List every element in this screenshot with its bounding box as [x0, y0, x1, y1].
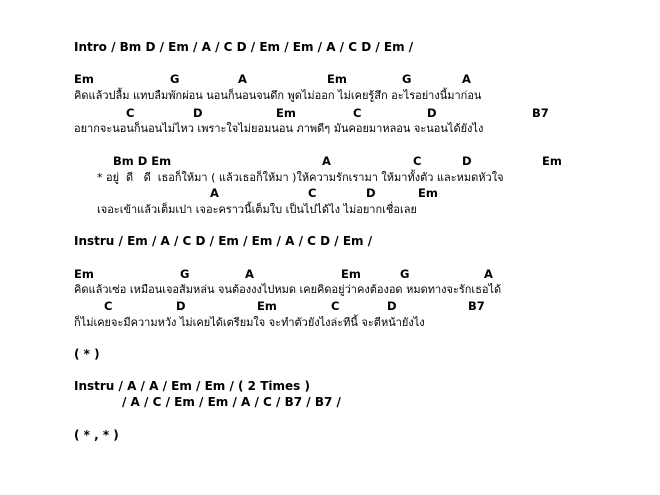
chord: G — [400, 267, 410, 281]
chord: A — [484, 267, 493, 281]
chord: D — [366, 186, 376, 200]
chord: Em — [341, 267, 361, 281]
chord: A — [210, 186, 219, 200]
chorus-lyric-line-1: * อยู่ ดี ดี เธอก็ให้มา ( แล้วเธอก็ให้มา )ให้ความรักเรามา ให้มาทั้งตัว และหมดหัวใจ — [97, 171, 504, 184]
chord: A — [462, 72, 471, 86]
chord: G — [180, 267, 190, 281]
chord: D — [387, 299, 397, 313]
chord: Bm D Em — [113, 154, 172, 168]
chord: C — [126, 106, 135, 120]
chord: D — [193, 106, 203, 120]
verse2-chord-line-1 — [0, 267, 660, 281]
chord: D — [427, 106, 437, 120]
verse2-lyric-line-1: คิดแล้วเซ่อ เหมือนเจอส้มหล่น จนต้องงงไปหมด เคยคิดอยู่ว่าคงต้องอด หมดทางจะรักเธอได้ — [74, 283, 502, 296]
chord: C — [331, 299, 340, 313]
chord: Em — [542, 154, 562, 168]
verse1-lyric-line-2: อยากจะนอนก็นอนไม่ไหว เพราะใจไม่ยอมนอน ภาพดีๆ มันคอยมาหลอน จะนอนได้ยังไง — [74, 122, 484, 135]
repeat-marker-2: ( * , * ) — [74, 428, 119, 442]
chorus-chord-line-2 — [0, 186, 660, 200]
chord: B7 — [532, 106, 549, 120]
chord: C — [308, 186, 317, 200]
instru-line-2-continued: / A / C / Em / Em / A / C / B7 / B7 / — [122, 395, 341, 409]
chord: C — [413, 154, 422, 168]
verse1-chord-line-2 — [0, 106, 660, 120]
intro-line: Intro / Bm D / Em / A / C D / Em / Em / A / C D / Em / — [74, 40, 414, 54]
chord: B7 — [468, 299, 485, 313]
chord: G — [170, 72, 180, 86]
chord: A — [238, 72, 247, 86]
verse1-chord-line-1 — [0, 72, 660, 86]
chord: D — [176, 299, 186, 313]
chord: Em — [257, 299, 277, 313]
chord: A — [322, 154, 331, 168]
repeat-marker-1: ( * ) — [74, 347, 100, 361]
instru-line-2: Instru / A / A / Em / Em / ( 2 Times ) — [74, 379, 310, 393]
chord: Em — [276, 106, 296, 120]
chorus-lyric-line-2: เจอะเข้าแล้วเต็มเปา เจอะคราวนี้เต็มใบ เป็นไปได้ไง ไม่อยากเชื่อเลย — [97, 203, 417, 216]
chord: G — [402, 72, 412, 86]
chord: C — [104, 299, 113, 313]
chord: C — [353, 106, 362, 120]
verse1-lyric-line-1: คิดแล้วปลื้ม แทบลืมพักผ่อน นอนก็นอนจนดึก พูดไม่ออก ไม่เคยรู้สึก อะไรอย่างนี้มาก่อน — [74, 89, 482, 102]
chorus-chord-line-1 — [0, 154, 660, 168]
verse2-lyric-line-2: ก็ไม่เคยจะมีความหวัง ไม่เคยได้เตรียมใจ จะทำตัวยังไงล่ะทีนี้ จะตีหน้ายังไง — [74, 316, 425, 329]
chord: Em — [327, 72, 347, 86]
chord: Em — [74, 267, 94, 281]
chord: Em — [418, 186, 438, 200]
chord: Em — [74, 72, 94, 86]
chord: A — [245, 267, 254, 281]
verse2-chord-line-2 — [0, 299, 660, 313]
instru-line-1: Instru / Em / A / C D / Em / Em / A / C D / Em / — [74, 234, 373, 248]
chord: D — [462, 154, 472, 168]
